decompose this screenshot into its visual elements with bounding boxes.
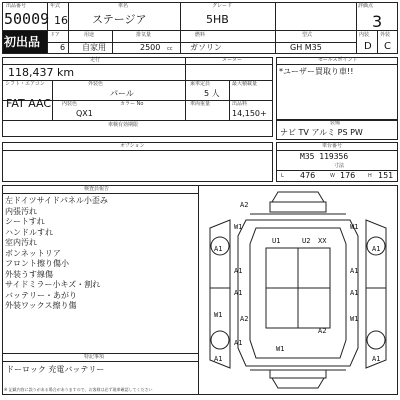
inspector-notes [5, 196, 195, 312]
fuel: ガソリン [190, 43, 222, 52]
cc-unit: cc [167, 46, 173, 52]
grade-label: グレード [212, 3, 233, 9]
model-year: 16 [54, 14, 68, 27]
cc: 2500 [140, 43, 161, 52]
mileage-value: 118,437 km [8, 66, 75, 79]
car-name-label: 車名 [118, 3, 129, 9]
color-value: パール [110, 89, 134, 98]
equipment-label: 装備 [330, 120, 341, 126]
selling-points-label: セールスポイント [318, 57, 358, 63]
color-code-value: QX1 [76, 109, 93, 118]
interior-grade: D [364, 41, 372, 52]
fuel-label: 燃料 [195, 32, 206, 38]
score-label: 評価点 [358, 3, 374, 9]
seats-value: 5 人 [204, 89, 220, 98]
note-line: 内張汚れ [5, 206, 37, 216]
usage: 自家用 [82, 43, 106, 52]
note-line: ボンネットリア [5, 248, 61, 258]
lot-number: 50009 [4, 10, 50, 28]
note-line: シートすれ [5, 217, 45, 226]
inspector-label: 検査員報告 [84, 186, 110, 192]
capacity-label: 車両重量 [190, 101, 211, 107]
score: 3 [372, 12, 383, 31]
doors-label: ドア [50, 32, 60, 38]
note-line: 左ドイツサイドパネル小歪み [5, 196, 108, 205]
note-line: 外装うす線傷 [5, 269, 53, 279]
lot-label: 出品番号 [6, 3, 27, 9]
load-label: 最大積載量 [232, 81, 258, 87]
dims-l: 476 [300, 171, 316, 180]
interior-color-label: 内装色 [62, 101, 78, 107]
note-line: 室内汚れ [5, 238, 37, 247]
damage-mark: A2 [240, 315, 249, 323]
damage-mark: A1 [350, 267, 359, 275]
cc-label: 排気量 [136, 32, 152, 38]
damage-mark: A2 [318, 327, 327, 335]
damage-mark: A2 [240, 201, 249, 209]
first-listing-text: 初出品 [4, 35, 41, 49]
model-year-label: 年式 [50, 3, 61, 9]
equipment-text: ナビ TV アルミ PS PW [280, 128, 363, 137]
damage-mark: W1 [234, 223, 243, 231]
note-line: バッテリー・あがり [5, 290, 77, 300]
dims-w-label: W [330, 173, 335, 179]
damage-mark: W1 [350, 223, 359, 231]
exterior-label: 外装 [380, 32, 391, 38]
footer-text: ※ 記載内容に誤りがある場合がありますので、お客様は必ず現車確認してください [4, 387, 153, 392]
color-label: 外装色 [88, 81, 104, 87]
inspection-label: 車検有効期限 [108, 122, 139, 128]
mileage-label: 走行 [90, 57, 101, 63]
remarks-text: ドーロック 充電バッテリー [6, 365, 105, 374]
note-line: サイドミラー小キズ・割れ [5, 280, 101, 289]
damage-mark: U2 [302, 237, 311, 245]
vin-text: M35 119356 [300, 152, 349, 161]
damage-mark: W1 [276, 345, 285, 353]
meter-label: メーター [222, 57, 243, 63]
dims-label: 寸法 [334, 163, 345, 169]
grade: 5HB [206, 13, 229, 26]
damage-mark: A1 [234, 267, 243, 275]
damage-mark: A1 [234, 339, 243, 347]
damage-mark: A1 [350, 289, 359, 297]
damage-mark: A1 [372, 245, 381, 253]
damage-mark: U1 [272, 237, 281, 245]
shift-value: FAT AAC [6, 97, 52, 110]
note-line: フロント擦り傷小 [5, 259, 69, 268]
damage-mark: W1 [214, 311, 223, 319]
type-label: 型式 [302, 32, 313, 38]
shift-label: シフト・エアコン [5, 81, 45, 87]
damage-mark: A1 [372, 355, 381, 363]
dims-h-label: H [368, 173, 372, 179]
selling-points-text: *ユーザー買取り車!! [279, 67, 354, 76]
note-line: 外装ワックス擦り傷 [5, 301, 77, 310]
doors: 6 [60, 43, 66, 52]
options-label: オプション [120, 143, 145, 149]
damage-mark: A1 [214, 245, 223, 253]
seats-label: 乗車定員 [190, 81, 211, 87]
dims-l-label: L [281, 173, 284, 179]
interior-label: 内装 [359, 32, 370, 38]
price-label: 出品料 [232, 101, 248, 107]
damage-mark: XX [318, 237, 327, 245]
remarks-label: 特記事項 [84, 354, 105, 360]
vin-label: 車台番号 [322, 143, 343, 149]
damage-mark: A1 [214, 355, 223, 363]
dims-w: 176 [340, 171, 356, 180]
exterior-grade: C [384, 41, 391, 52]
damage-mark: A1 [234, 289, 243, 297]
dims-h: 151 [378, 171, 394, 180]
car-name: ステージア [92, 13, 147, 26]
damage-mark: W1 [350, 315, 359, 323]
type: GH M35 [290, 43, 322, 52]
price-value: 14,150+ [232, 109, 267, 118]
color-code-label: カラー No [120, 101, 144, 107]
usage-label: 用途 [84, 32, 95, 38]
note-line: ハンドルすれ [5, 227, 53, 237]
car-damage-diagram [200, 188, 396, 393]
